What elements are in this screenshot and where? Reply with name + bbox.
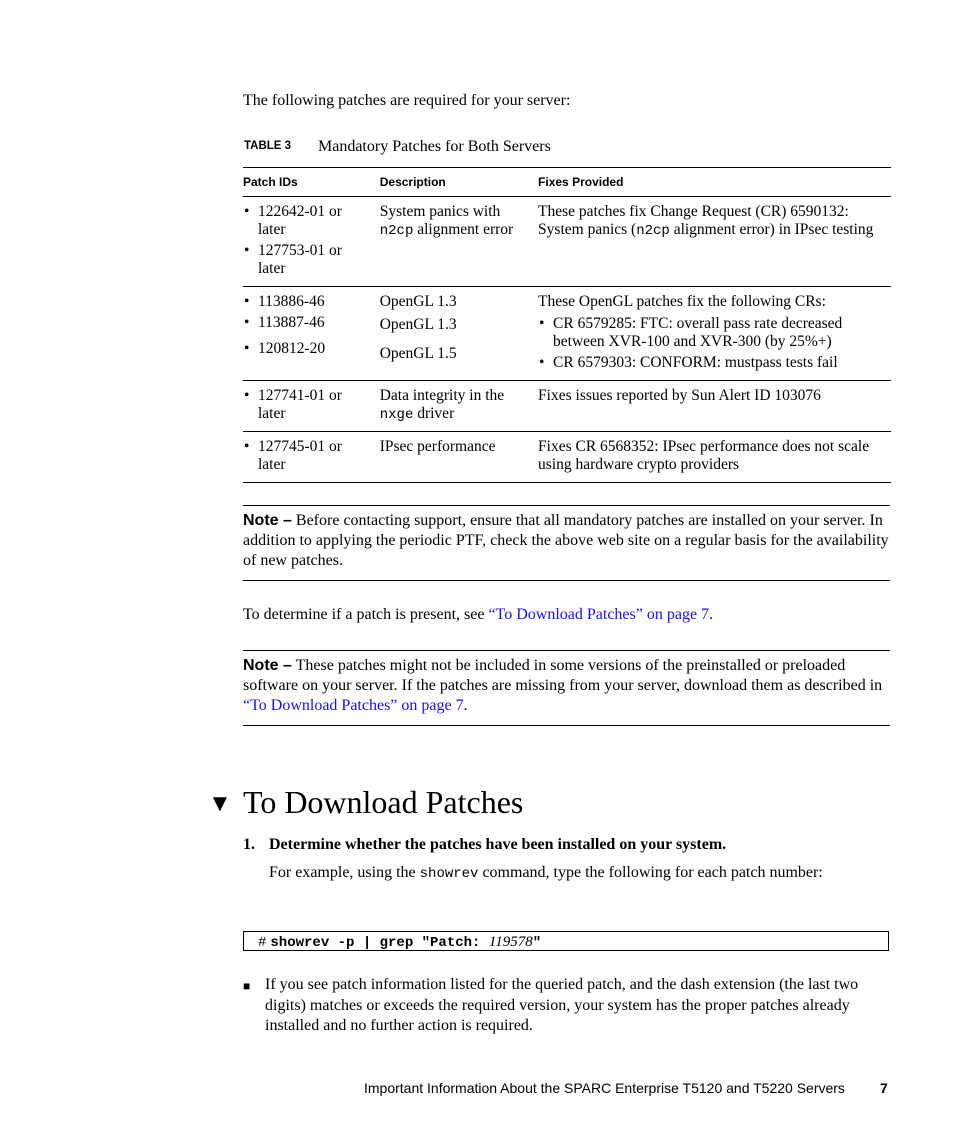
column-header: Fixes Provided xyxy=(538,175,624,189)
description-text: OpenGL 1.5 xyxy=(379,345,457,362)
description-cell xyxy=(380,197,538,287)
table-header-row xyxy=(243,168,891,197)
note-text: These patches might not be included in some versions of the preinstalled or preloaded software on your server. If the patches are missing from your server, download them as described in xyxy=(243,657,883,694)
patch-ids-cell xyxy=(243,381,380,432)
download-patches-link[interactable]: “To Download Patches” on page 7 xyxy=(488,606,710,623)
description-code: nxge xyxy=(379,407,414,423)
patch-table xyxy=(243,167,891,483)
description-code: n2cp xyxy=(379,223,414,239)
table-row xyxy=(243,432,891,483)
description-text: driver xyxy=(413,405,455,422)
description-text: alignment error xyxy=(413,221,514,238)
download-patches-link[interactable]: “To Download Patches” on page 7 xyxy=(243,697,464,714)
fixes-cell xyxy=(538,432,891,483)
description-cell xyxy=(380,381,538,432)
table-caption: Mandatory Patches for Both Servers xyxy=(318,138,551,155)
patch-id: • 113886-46 xyxy=(243,293,380,311)
intro-text: The following patches are required for your server: xyxy=(243,92,571,109)
fix-text: Fixes issues reported by Sun Alert ID 103076 xyxy=(538,387,821,404)
section-marker-icon: ▼ xyxy=(208,791,232,817)
note-bottom-rule xyxy=(243,725,890,726)
description-text: System panics with xyxy=(379,203,501,220)
page-number: 7 xyxy=(880,1080,888,1096)
fixes-cell xyxy=(538,197,891,287)
section-title: To Download Patches xyxy=(243,784,524,820)
patch-ids-cell xyxy=(243,432,380,483)
determine-text: To determine if a patch is present, see xyxy=(243,606,489,623)
footer-title: Important Information About the SPARC Enterprise T5120 and T5220 Servers xyxy=(364,1080,845,1096)
patch-id: • 127753-01 or later xyxy=(243,242,380,278)
column-header: Description xyxy=(379,175,446,189)
command-line xyxy=(258,932,541,952)
fix-text: alignment error) in IPsec testing xyxy=(669,221,874,238)
column-header: Patch IDs xyxy=(243,175,298,189)
patch-id: • 127741-01 or later xyxy=(243,387,380,423)
command-argument: 119578 xyxy=(488,934,533,950)
determine-text: . xyxy=(709,606,714,623)
fixes-cell xyxy=(538,287,891,381)
note-block xyxy=(243,656,890,716)
table-number: TABLE 3 xyxy=(244,140,292,152)
fix-code: n2cp xyxy=(636,223,670,239)
description-text: Data integrity in the xyxy=(379,387,505,404)
step-text: Determine whether the patches have been installed on your system. xyxy=(269,836,727,853)
note-block xyxy=(243,511,890,571)
step-body-code: showrev xyxy=(419,866,479,882)
patch-id: • 120812-20 xyxy=(243,340,380,358)
fixes-cell xyxy=(538,381,891,432)
patch-ids-cell xyxy=(243,287,380,381)
square-bullet-icon: ■ xyxy=(243,979,251,993)
command-box xyxy=(243,931,889,951)
note-top-rule xyxy=(243,650,890,651)
note-bottom-rule xyxy=(243,580,890,581)
step-body xyxy=(269,862,879,885)
step-body-text: command, type the following for each patch number: xyxy=(478,864,823,881)
table-row xyxy=(243,381,891,432)
command-text: showrev -p | grep "Patch: xyxy=(270,935,489,951)
fix-item: • CR 6579285: FTC: overall pass rate decreased between XVR-100 and XVR-300 (by 25%+) xyxy=(538,315,891,351)
command-prompt: # xyxy=(258,935,267,951)
description-cell xyxy=(380,432,538,483)
description-text: OpenGL 1.3 xyxy=(379,293,457,310)
patch-id: • 127745-01 or later xyxy=(243,438,380,474)
patch-id: • 113887-46 xyxy=(243,314,380,332)
note-label: Note – xyxy=(243,512,292,529)
description-cell xyxy=(380,287,538,381)
note-text: Before contacting support, ensure that all mandatory patches are installed on your server. In addition to applying the periodic PTF, check the above web site on a regular basis for the availability of new patches. xyxy=(243,512,889,569)
note-text: . xyxy=(463,697,468,714)
patch-ids-cell xyxy=(243,197,380,287)
patch-id: • 122642-01 or later xyxy=(243,203,380,239)
description-text: OpenGL 1.3 xyxy=(379,316,457,333)
step-body-text: For example, using the xyxy=(269,864,420,881)
command-end: " xyxy=(532,935,542,951)
bullet-text: If you see patch information listed for the queried patch, and the dash extension (the last two digits) matches or exceeds the required version, your system has the proper patches already installed and no further action is required. xyxy=(265,976,859,1034)
fix-intro: These OpenGL patches fix the following CRs: xyxy=(538,293,826,310)
table-row xyxy=(243,287,891,381)
table-row xyxy=(243,197,891,287)
determine-paragraph xyxy=(243,605,890,625)
fix-text: These patches fix Change Request (CR) 6590132: System panics ( xyxy=(538,203,849,238)
description-text: IPsec performance xyxy=(379,438,496,455)
note-label: Note – xyxy=(243,657,292,674)
note-top-rule xyxy=(243,505,890,506)
step-number: 1. xyxy=(243,836,255,853)
fix-item: • CR 6579303: CONFORM: mustpass tests fail xyxy=(538,354,891,372)
fix-text: Fixes CR 6568352: IPsec performance does not scale using hardware crypto providers xyxy=(538,438,870,473)
